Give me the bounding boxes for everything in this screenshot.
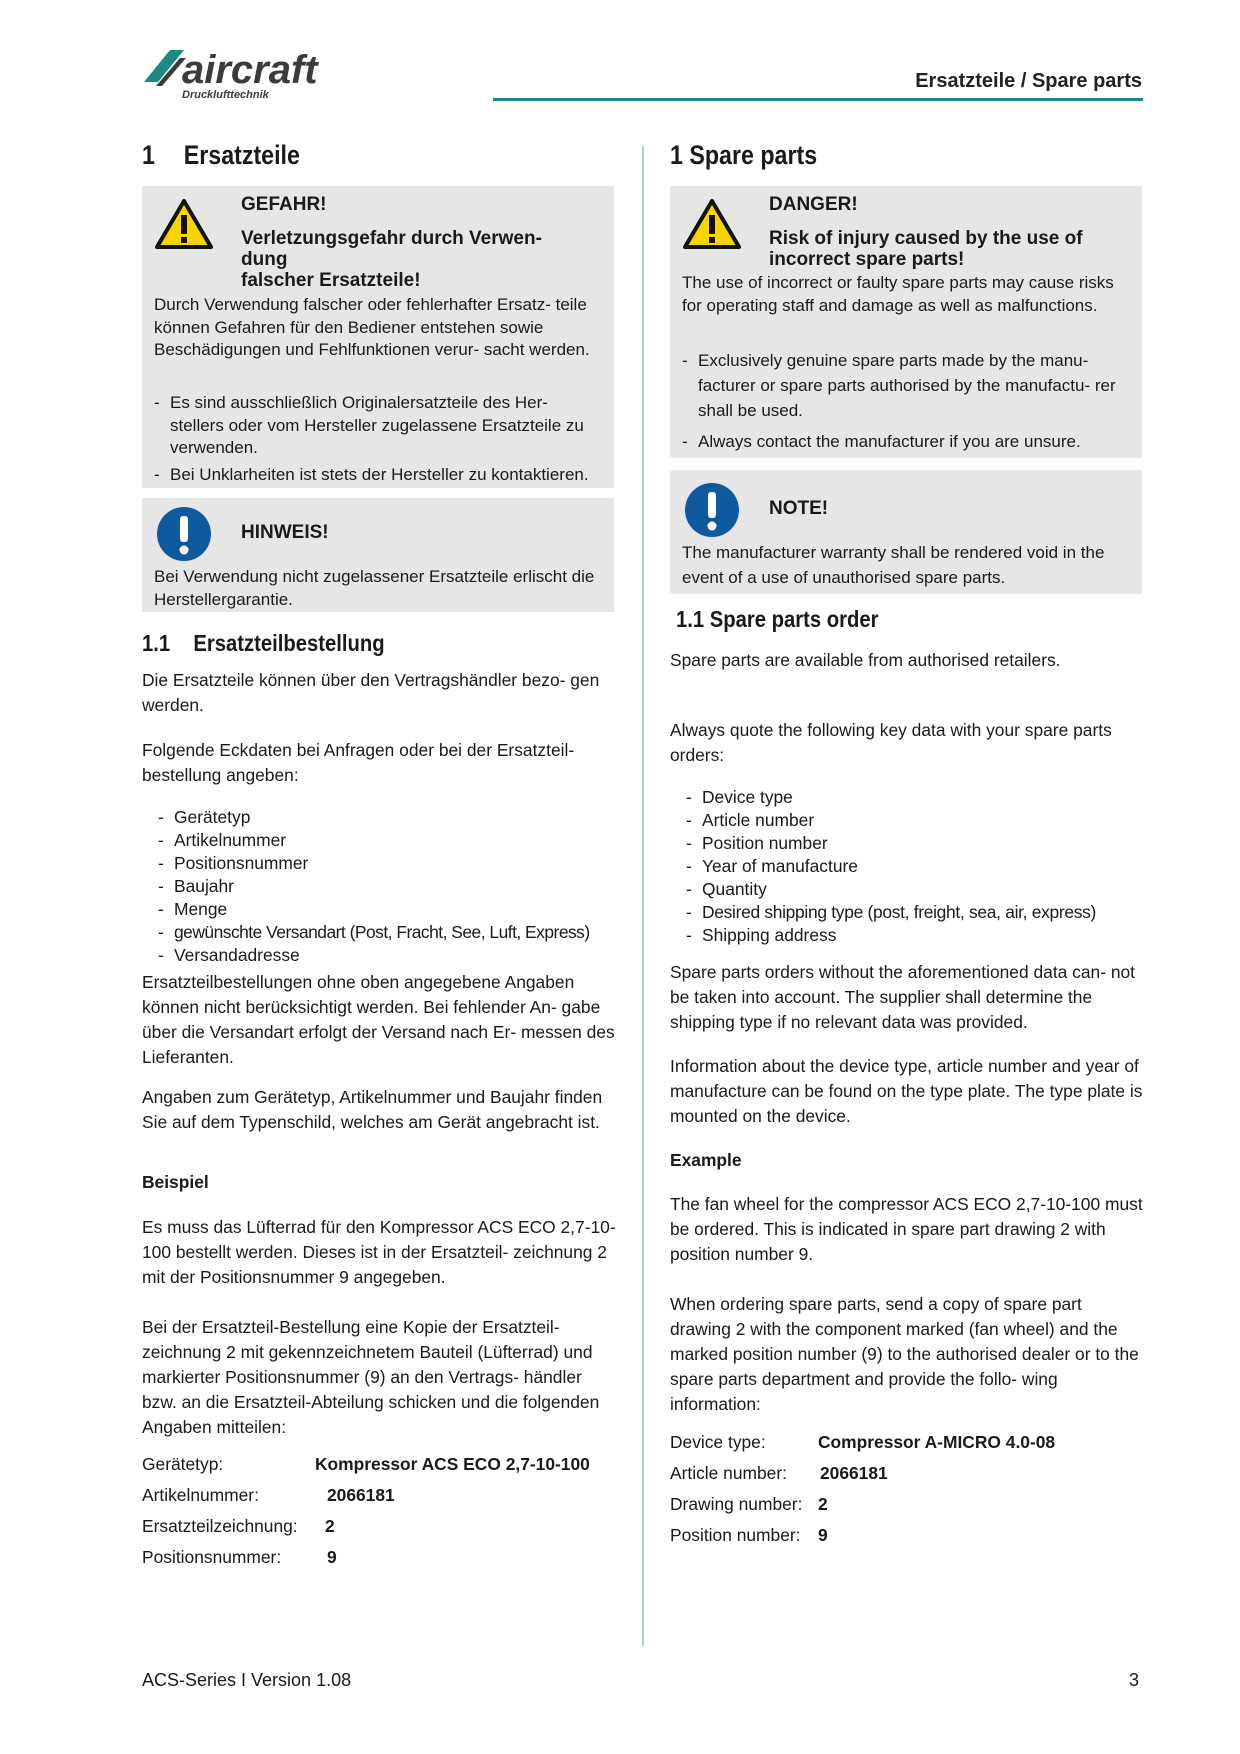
list-item: - Desired shipping type (post, freight, sea, air, express): [686, 901, 1156, 924]
de-danger-bullet: - Es sind ausschließlich Originalersatzteile des Her- stellers oder vom Hersteller zugelassene Ersatzteile zu verwenden.: [154, 392, 606, 460]
list-item: - Position number: [686, 832, 1156, 855]
de-order-row: [142, 1547, 622, 1578]
list-item: - Baujahr: [158, 875, 628, 898]
list-item: - Versandadresse: [158, 944, 628, 967]
de-example-heading: Beispiel: [142, 1172, 209, 1192]
en-danger-bullets: [682, 348, 1132, 454]
de-danger-subtitle-line2: dung: [241, 249, 288, 270]
de-order-row: [142, 1454, 622, 1485]
de-order-value: Kompressor ACS ECO 2,7-10-100: [315, 1454, 590, 1474]
de-section-number: 1: [142, 140, 155, 170]
en-order-row: [670, 1525, 1150, 1556]
de-danger-subtitle: [241, 228, 542, 291]
list-item: - Device type: [686, 786, 1156, 809]
en-danger-text: The use of incorrect or faulty spare parts may cause risks for operating staff and damage as well as malfunctions.: [682, 273, 1114, 315]
header-rule: [493, 98, 1143, 101]
en-order-label: Drawing number:: [670, 1494, 803, 1514]
en-example-heading: Example: [670, 1150, 742, 1170]
de-order-row: [142, 1485, 622, 1516]
list-item: - Article number: [686, 809, 1156, 832]
en-order-details: [670, 1432, 1150, 1556]
warning-triangle-icon: [682, 198, 742, 250]
de-order-details: [142, 1454, 622, 1578]
de-danger-bullet: - Bei Unklarheiten ist stets der Hersteller zu kontaktieren.: [154, 464, 606, 487]
de-paragraph-5: Es muss das Lüfterrad für den Kompressor ACS ECO 2,7-10-100 bestellt werden. Dieses ist in der Ersatzteil- zeichnung 2 mit der Positionsnummer 9 angegeben.: [142, 1217, 616, 1287]
en-danger-bullet: - Always contact the manufacturer if you are unsure.: [682, 429, 1132, 454]
en-order-row: [670, 1494, 1150, 1525]
en-order-row: [670, 1432, 1150, 1463]
de-note-text: Bei Verwendung nicht zugelassener Ersatzteile erlischt die Herstellergarantie.: [154, 567, 595, 609]
en-order-label: Position number:: [670, 1525, 801, 1545]
de-order-value: 2066181: [327, 1485, 395, 1505]
en-paragraph-1: Spare parts are available from authorised retailers.: [670, 650, 1061, 670]
de-note-title: HINWEIS!: [241, 522, 329, 543]
de-danger-bullets: [154, 392, 606, 486]
en-paragraph-6: When ordering spare parts, send a copy of spare part drawing 2 with the component marked (fan wheel) and the marked position number (9) to the authorised dealer or to the spare parts department and provide the follo- wing information:: [670, 1294, 1139, 1414]
de-paragraph-6: Bei der Ersatzteil-Bestellung eine Kopie der Ersatzteil- zeichnung 2 mit gekennzeichnetem Bauteil (Lüfterrad) und markierter Positionsnummer (9) an den Vertrags- händler bzw. an die Ersatzteil-Abteilung schicken und die folgenden Angaben mitteilen:: [142, 1317, 600, 1437]
de-order-label: Positionsnummer:: [142, 1547, 282, 1567]
de-order-value: 2: [325, 1516, 335, 1536]
logo-subtitle: Drucklufttechnik: [182, 89, 269, 101]
list-item: - Shipping address: [686, 924, 1156, 947]
list-item: - Quantity: [686, 878, 1156, 901]
list-item: - gewünschte Versandart (Post, Fracht, See, Luft, Express): [158, 921, 628, 944]
de-key-data-list: [158, 806, 628, 967]
exclamation-circle-icon: [156, 506, 212, 562]
list-item: - Year of manufacture: [686, 855, 1156, 878]
de-paragraph-2: Folgende Eckdaten bei Anfragen oder bei der Ersatzteil- bestellung angeben:: [142, 740, 575, 785]
en-danger-box: [670, 186, 1142, 458]
en-danger-subtitle-line1: Risk of injury caused by the use of: [769, 228, 1083, 249]
footer-version: ACS-Series I Version 1.08: [142, 1670, 352, 1690]
page-number: 3: [1129, 1670, 1140, 1690]
de-order-label: Ersatzteilzeichnung:: [142, 1516, 298, 1536]
de-danger-subtitle-line3: falscher Ersatzteile!: [241, 270, 421, 291]
de-note-box: [142, 498, 614, 612]
en-paragraph-4: Information about the device type, article number and year of manufacture can be found on the type plate. The type plate is mounted on the device.: [670, 1056, 1143, 1126]
en-paragraph-2: Always quote the following key data with your spare parts orders:: [670, 720, 1112, 765]
de-subsection-number: 1.1: [142, 630, 171, 656]
list-item: - Artikelnummer: [158, 829, 628, 852]
de-paragraph-1: Die Ersatzteile können über den Vertragshändler bezo- gen werden.: [142, 670, 600, 715]
en-paragraph-3: Spare parts orders without the aforementioned data can- not be taken into account. The supplier shall determine the shipping type if no relevant data was provided.: [670, 962, 1135, 1032]
de-subsection-heading: [142, 630, 385, 657]
en-section-title: 1 Spare parts: [670, 140, 818, 170]
en-danger-subtitle: [769, 228, 1083, 270]
brand-logo: [142, 46, 372, 108]
en-order-label: Article number:: [670, 1463, 787, 1483]
de-danger-subtitle-line1: Verletzungsgefahr durch Verwen-: [241, 228, 542, 249]
en-subsection-title: 1.1 Spare parts order: [676, 606, 879, 632]
column-divider: [642, 146, 644, 1646]
de-order-value: 9: [327, 1547, 337, 1567]
en-order-value: 9: [818, 1525, 828, 1545]
de-section-title: Ersatzteile: [183, 140, 300, 170]
en-order-value: 2: [818, 1494, 828, 1514]
de-section-heading: [142, 140, 300, 171]
list-item: - Positionsnummer: [158, 852, 628, 875]
page-header-title: Ersatzteile / Spare parts: [915, 70, 1142, 92]
en-order-value: Compressor A-MICRO 4.0-08: [818, 1432, 1056, 1452]
en-note-text: The manufacturer warranty shall be rendered void in the event of a use of unauthorised spare parts.: [682, 543, 1105, 587]
de-order-label: Artikelnummer:: [142, 1485, 259, 1505]
list-item: - Gerätetyp: [158, 806, 628, 829]
de-danger-text: Durch Verwendung falscher oder fehlerhafter Ersatz- teile können Gefahren für den Bediener entstehen sowie Beschädigungen und Fehlfunktionen verur- sacht werden.: [154, 295, 590, 359]
en-note-title: NOTE!: [769, 498, 829, 519]
de-order-label: Gerätetyp:: [142, 1454, 224, 1474]
en-danger-title: DANGER!: [769, 194, 858, 215]
en-paragraph-5: The fan wheel for the compressor ACS ECO 2,7-10-100 must be ordered. This is indicated in spare part drawing 2 with position number 9.: [670, 1194, 1143, 1264]
en-order-value: 2066181: [820, 1463, 888, 1483]
list-item: - Menge: [158, 898, 628, 921]
en-danger-bullet: - Exclusively genuine spare parts made by the manu- facturer or spare parts authorised by the manufactu- rer shall be used.: [682, 348, 1132, 423]
warning-triangle-icon: [154, 198, 214, 250]
logo-mark-icon: [142, 46, 372, 108]
de-paragraph-4: Angaben zum Gerätetyp, Artikelnummer und Baujahr finden Sie auf dem Typenschild, welches am Gerät angebracht ist.: [142, 1087, 603, 1132]
en-danger-subtitle-line2: incorrect spare parts!: [769, 249, 965, 270]
de-subsection-title: Ersatzteilbestellung: [193, 630, 385, 656]
de-danger-box: [142, 186, 614, 488]
en-order-label: Device type:: [670, 1432, 766, 1452]
de-danger-title: GEFAHR!: [241, 194, 327, 215]
de-paragraph-3: Ersatzteilbestellungen ohne oben angegebene Angaben können nicht berücksichtigt werden. Bei fehlender An- gabe über die Versandart erfolgt der Versand nach Er- messen des Lieferanten.: [142, 972, 615, 1067]
exclamation-circle-icon: [684, 482, 740, 538]
logo-wordmark: aircraft: [182, 48, 318, 92]
en-note-box: [670, 470, 1142, 594]
de-order-row: [142, 1516, 622, 1547]
en-key-data-list: [686, 786, 1156, 947]
en-order-row: [670, 1463, 1150, 1494]
